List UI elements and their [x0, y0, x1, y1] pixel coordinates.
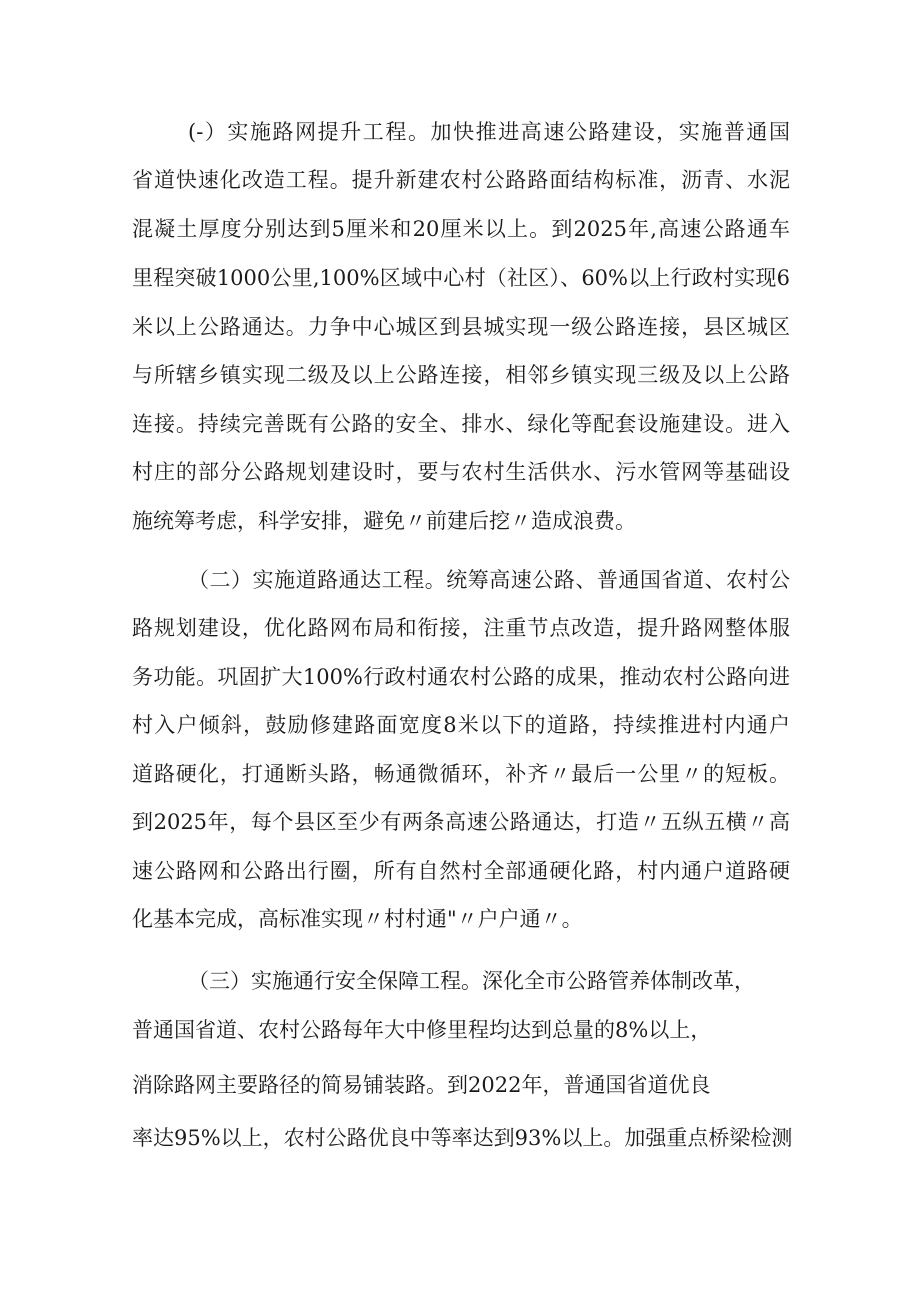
paragraph-3-line-3: 消除路网主要路径的简易铺装路。到2022年，普通国省道优良: [132, 1073, 711, 1097]
paragraph-1-line-8: 村庄的部分公路规划建设时，要与农村生活供水、污水管网等基础设: [132, 460, 790, 484]
paragraph-1-line-4: 里程突破1000公里,100%区域中心村（社区）、60%以上行政村实现6: [132, 266, 790, 290]
paragraph-2-line-5: 道路硬化，打通断头路，畅通微循环，补齐〃最后一公里〃的短板。: [132, 762, 790, 786]
paragraph-1-line-5: 米以上公路通达。力争中心城区到县城实现一级公路连接，县区城区: [132, 315, 790, 339]
paragraph-2-line-2: 路规划建设，优化路网布局和衔接，注重节点改造，提升路网整体服: [132, 616, 790, 640]
paragraph-1-line-3: 混凝土厚度分别达到5厘米和20厘米以上。到2025年,高速公路通车: [132, 217, 790, 241]
paragraph-3-line-1: （三）实施通行安全保障工程。深化全市公路管养体制改革，: [188, 969, 755, 993]
paragraph-1-line-2: 省道快速化改造工程。提升新建农村公路路面结构标准，沥青、水泥: [132, 168, 790, 192]
paragraph-3-line-4: 率达95%以上，农村公路优良中等率达到93%以上。加强重点桥梁检测: [132, 1126, 793, 1150]
paragraph-2-line-6: 到2025年，每个县区至少有两条高速公路通达，打造〃五纵五横〃高: [132, 810, 790, 834]
paragraph-2-line-3: 务功能。巩固扩大100%行政村通农村公路的成果，推动农村公路向进: [132, 665, 790, 689]
paragraph-3-line-2: 普通国省道、农村公路每年大中修里程均达到总量的8%以上，: [132, 1018, 712, 1042]
paragraph-1-line-1: (-）实施路网提升工程。加快推进高速公路建设，实施普通国: [188, 120, 790, 144]
paragraph-1-line-6: 与所辖乡镇实现二级及以上公路连接，相邻乡镇实现三级及以上公路: [132, 363, 790, 387]
paragraph-2-line-7: 速公路网和公路出行圈，所有自然村全部通硬化路，村内通户道路硬: [132, 859, 790, 883]
paragraph-2-line-1: （二）实施道路通达工程。统筹高速公路、普通国省道、农村公: [188, 568, 790, 592]
paragraph-2-line-4: 村入户倾斜，鼓励修建路面宽度8米以下的道路，持续推进村内通户: [132, 713, 790, 737]
paragraph-1-line-9: 施统筹考虑，科学安排，避免〃前建后挖〃造成浪费。: [132, 509, 636, 533]
paragraph-1-line-7: 连接。持续完善既有公路的安全、排水、绿化等配套设施建设。进入: [132, 412, 790, 436]
paragraph-2-line-8: 化基本完成，高标准实现〃村村通"〃户户通〃。: [132, 907, 583, 931]
